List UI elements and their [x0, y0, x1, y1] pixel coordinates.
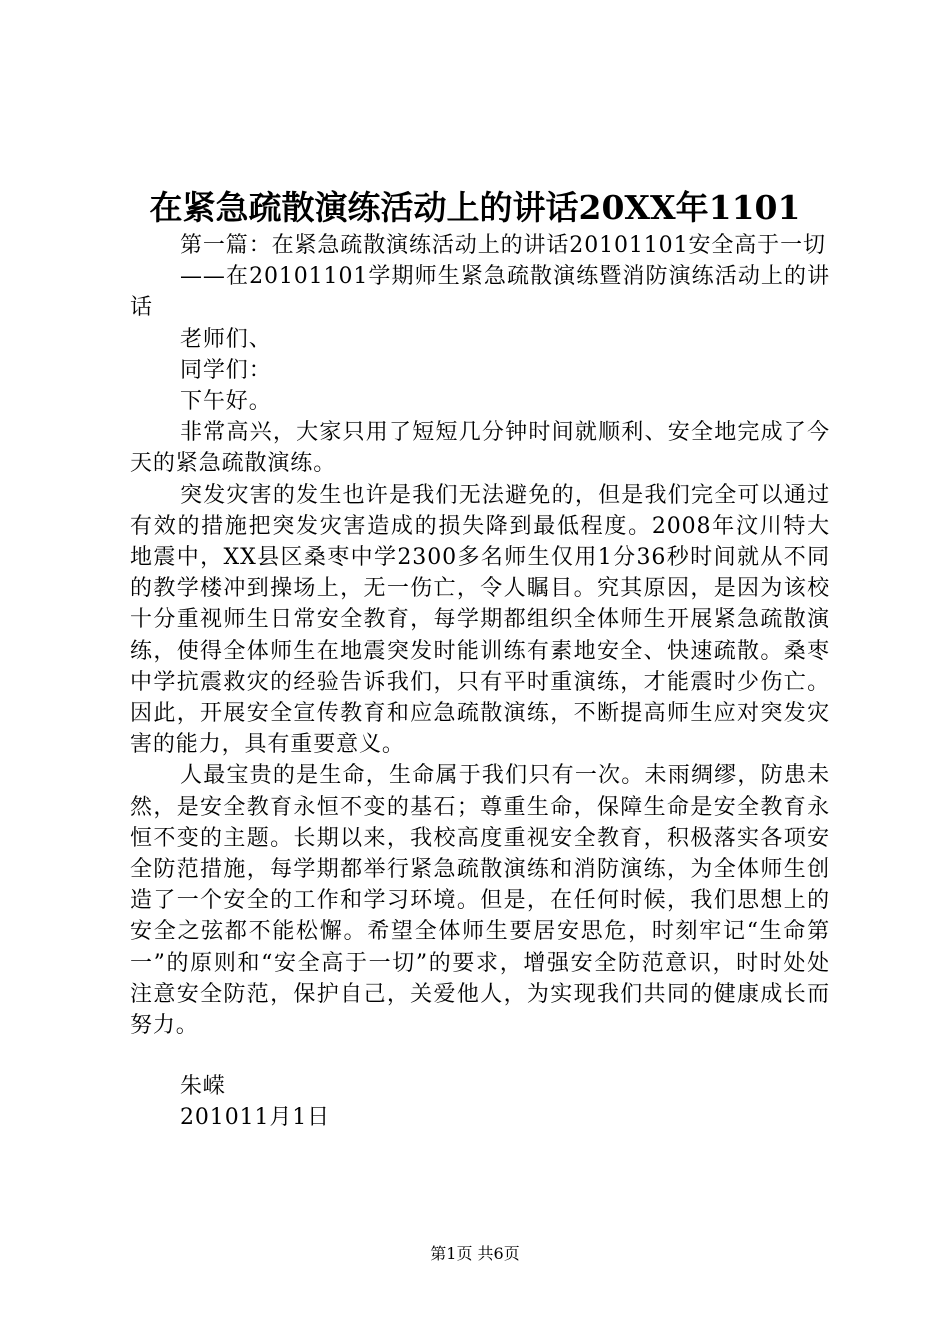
paragraph-life: 人最宝贵的是生命，生命属于我们只有一次。未雨绸缪，防患未然，是安全教育永恒不变的基石；尊重生命，保障生命是安全教育永恒不变的主题。长期以来，我校高度重视安全教育，积极落实各项安全防范措施，每学期都举行紧急疏散演练和消防演练，为全体师生创造了一个安全的工作和学习环境。但是，在任何时候，我们思想上的安全之弦都不能松懈。希望全体师生要居安思危，时刻牢记“生命第一”的原则和“安全高于一切”的要求，增强安全防范意识，时时处处注意安全防范，保护自己，关爱他人，为实现我们共同的健康成长而努力。 [130, 763, 830, 1039]
paragraph-salutation-students: 同学们： [180, 357, 272, 383]
document-title: 在紧急疏散演练活动上的讲话20XX年1101 [149, 188, 801, 227]
paragraph-opening: 非常高兴，大家只用了短短几分钟时间就顺利、安全地完成了今天的紧急疏散演练。 [130, 420, 830, 477]
paragraph-salutation-teachers: 老师们、 [180, 326, 272, 352]
paragraph-subheading: ——在20101101学期师生紧急疏散演练暨消防演练活动上的讲话 [130, 264, 830, 321]
spacer [130, 1041, 830, 1071]
paragraph-disaster: 突发灾害的发生也许是我们无法避免的，但是我们完全可以通过有效的措施把突发灾害造成的损失降到最低程度。2008年汶川特大地震中，XX县区桑枣中学2300多名师生仅用1分36秒时间就从不同的教学楼冲到操场上，无一伤亡，令人瞩目。究其原因，是因为该校十分重视师生日常安全教育，每学期都组织全体师生开展紧急疏散演练，使得全体师生在地震突发时能训练有素地安全、快速疏散。桑枣中学抗震救灾的经验告诉我们，只有平时重演练，才能震时少伤亡。因此，开展安全宣传教育和应急疏散演练，不断提高师生应对突发灾害的能力，具有重要意义。 [130, 482, 830, 758]
document-body [130, 230, 830, 1134]
signature: 朱嵘 [180, 1074, 226, 1100]
paragraph-heading: 第一篇：在紧急疏散演练活动上的讲话20101101安全高于一切 [180, 233, 826, 258]
page-footer: 第1页 共6页 [430, 1244, 520, 1263]
date: 201011月1日 [180, 1105, 331, 1131]
paragraph-greeting: 下午好。 [180, 389, 272, 415]
